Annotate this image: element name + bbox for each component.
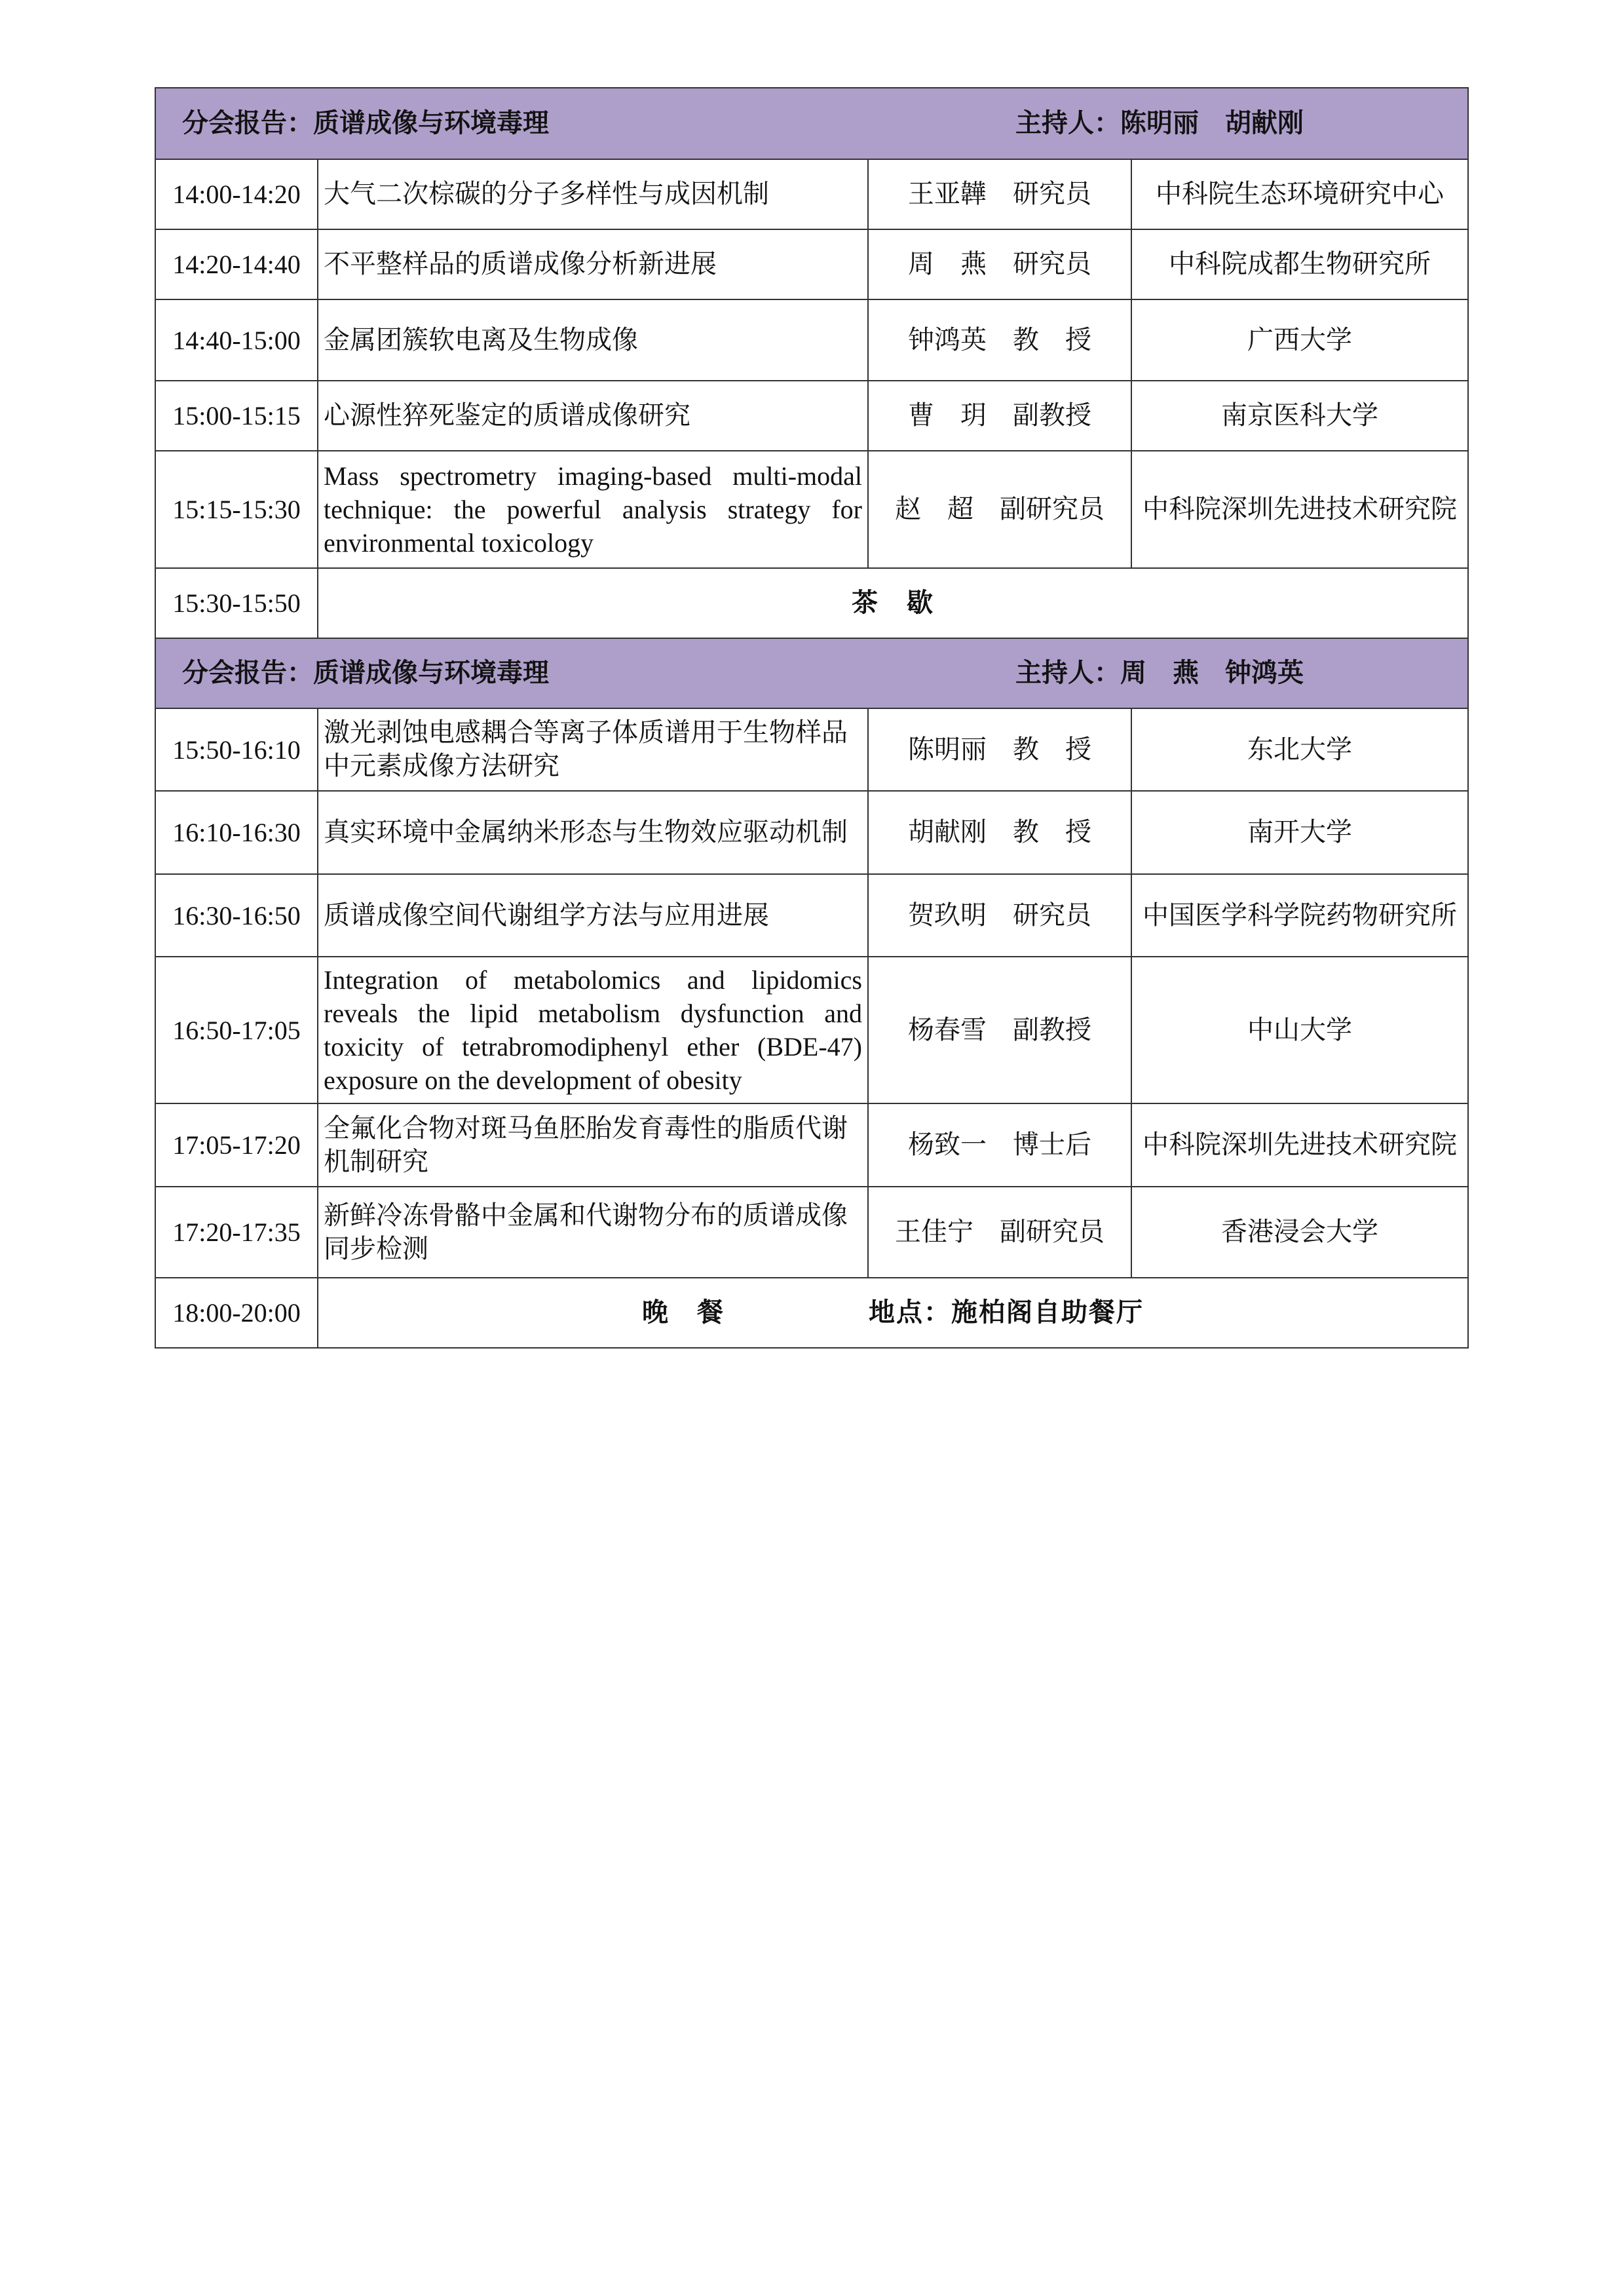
agenda-page bbox=[155, 87, 1467, 1349]
talk-institution: 东北大学 bbox=[1131, 708, 1468, 791]
agenda-table bbox=[155, 87, 1469, 1349]
talk-time: 17:20-17:35 bbox=[155, 1187, 318, 1278]
table-row bbox=[155, 451, 1468, 568]
table-row bbox=[155, 1187, 1468, 1278]
dinner-label: 晚 餐 bbox=[642, 1297, 725, 1328]
talk-title: 全氟化合物对斑马鱼胚胎发育毒性的脂质代谢机制研究 bbox=[318, 1103, 868, 1187]
talk-speaker: 王亚韡 研究员 bbox=[868, 159, 1131, 229]
session-header bbox=[155, 638, 1468, 708]
dinner-location: 地点：施柏阁自助餐厅 bbox=[869, 1297, 1144, 1328]
talk-institution: 中国医学科学院药物研究所 bbox=[1131, 874, 1468, 957]
talk-title: Mass spectrometry imaging-based multi-modal technique: the powerful analysis strategy for environmental toxicology bbox=[318, 451, 868, 568]
talk-speaker: 周 燕 研究员 bbox=[868, 229, 1131, 299]
dinner-time: 18:00-20:00 bbox=[155, 1278, 318, 1348]
talk-institution: 中科院深圳先进技术研究院 bbox=[1131, 1103, 1468, 1187]
talk-speaker: 杨致一 博士后 bbox=[868, 1103, 1131, 1187]
talk-speaker: 钟鸿英 教 授 bbox=[868, 299, 1131, 381]
table-row bbox=[155, 381, 1468, 451]
talk-speaker: 贺玖明 研究员 bbox=[868, 874, 1131, 957]
table-row bbox=[155, 791, 1468, 874]
talk-time: 14:20-14:40 bbox=[155, 229, 318, 299]
talk-institution: 中山大学 bbox=[1131, 957, 1468, 1103]
table-row bbox=[155, 299, 1468, 381]
talk-institution: 中科院成都生物研究所 bbox=[1131, 229, 1468, 299]
table-row bbox=[155, 229, 1468, 299]
talk-institution: 中科院生态环境研究中心 bbox=[1131, 159, 1468, 229]
talk-title: 激光剥蚀电感耦合等离子体质谱用于生物样品中元素成像方法研究 bbox=[318, 708, 868, 791]
talk-title: 质谱成像空间代谢组学方法与应用进展 bbox=[318, 874, 868, 957]
dinner-row bbox=[155, 1278, 1468, 1348]
table-row bbox=[155, 1103, 1468, 1187]
break-time: 15:30-15:50 bbox=[155, 568, 318, 638]
talk-speaker: 杨春雪 副教授 bbox=[868, 957, 1131, 1103]
talk-speaker: 王佳宁 副研究员 bbox=[868, 1187, 1131, 1278]
talk-institution: 香港浸会大学 bbox=[1131, 1187, 1468, 1278]
talk-time: 16:30-16:50 bbox=[155, 874, 318, 957]
table-row bbox=[155, 874, 1468, 957]
talk-time: 15:50-16:10 bbox=[155, 708, 318, 791]
tea-break-label: 茶 歇 bbox=[318, 568, 1468, 638]
session-header bbox=[155, 88, 1468, 159]
talk-time: 15:15-15:30 bbox=[155, 451, 318, 568]
talk-institution: 广西大学 bbox=[1131, 299, 1468, 381]
talk-title: 心源性猝死鉴定的质谱成像研究 bbox=[318, 381, 868, 451]
table-row bbox=[155, 708, 1468, 791]
talk-title: 新鲜冷冻骨骼中金属和代谢物分布的质谱成像同步检测 bbox=[318, 1187, 868, 1278]
session-title: 分会报告：质谱成像与环境毒理 bbox=[182, 108, 549, 138]
talk-speaker: 赵 超 副研究员 bbox=[868, 451, 1131, 568]
talk-speaker: 胡献刚 教 授 bbox=[868, 791, 1131, 874]
talk-time: 15:00-15:15 bbox=[155, 381, 318, 451]
session-hosts: 主持人：陈明丽 胡献刚 bbox=[1015, 108, 1304, 138]
talk-title: 大气二次棕碳的分子多样性与成因机制 bbox=[318, 159, 868, 229]
talk-institution: 南开大学 bbox=[1131, 791, 1468, 874]
talk-title: 真实环境中金属纳米形态与生物效应驱动机制 bbox=[318, 791, 868, 874]
talk-title: Integration of metabolomics and lipidomics reveals the lipid metabolism dysfunction and toxicity of tetrabromodiphenyl ether (BDE-47) exposure on the development of obesity bbox=[318, 957, 868, 1103]
talk-title: 不平整样品的质谱成像分析新进展 bbox=[318, 229, 868, 299]
session-hosts: 主持人：周 燕 钟鸿英 bbox=[1015, 658, 1304, 688]
talk-time: 14:40-15:00 bbox=[155, 299, 318, 381]
table-row bbox=[155, 159, 1468, 229]
talk-institution: 南京医科大学 bbox=[1131, 381, 1468, 451]
talk-speaker: 陈明丽 教 授 bbox=[868, 708, 1131, 791]
talk-time: 16:10-16:30 bbox=[155, 791, 318, 874]
talk-time: 16:50-17:05 bbox=[155, 957, 318, 1103]
tea-break-row bbox=[155, 568, 1468, 638]
talk-time: 14:00-14:20 bbox=[155, 159, 318, 229]
table-row bbox=[155, 957, 1468, 1103]
talk-institution: 中科院深圳先进技术研究院 bbox=[1131, 451, 1468, 568]
talk-time: 17:05-17:20 bbox=[155, 1103, 318, 1187]
dinner-cell bbox=[318, 1278, 1468, 1348]
talk-title: 金属团簇软电离及生物成像 bbox=[318, 299, 868, 381]
session-title: 分会报告：质谱成像与环境毒理 bbox=[182, 658, 549, 688]
talk-speaker: 曹 玥 副教授 bbox=[868, 381, 1131, 451]
